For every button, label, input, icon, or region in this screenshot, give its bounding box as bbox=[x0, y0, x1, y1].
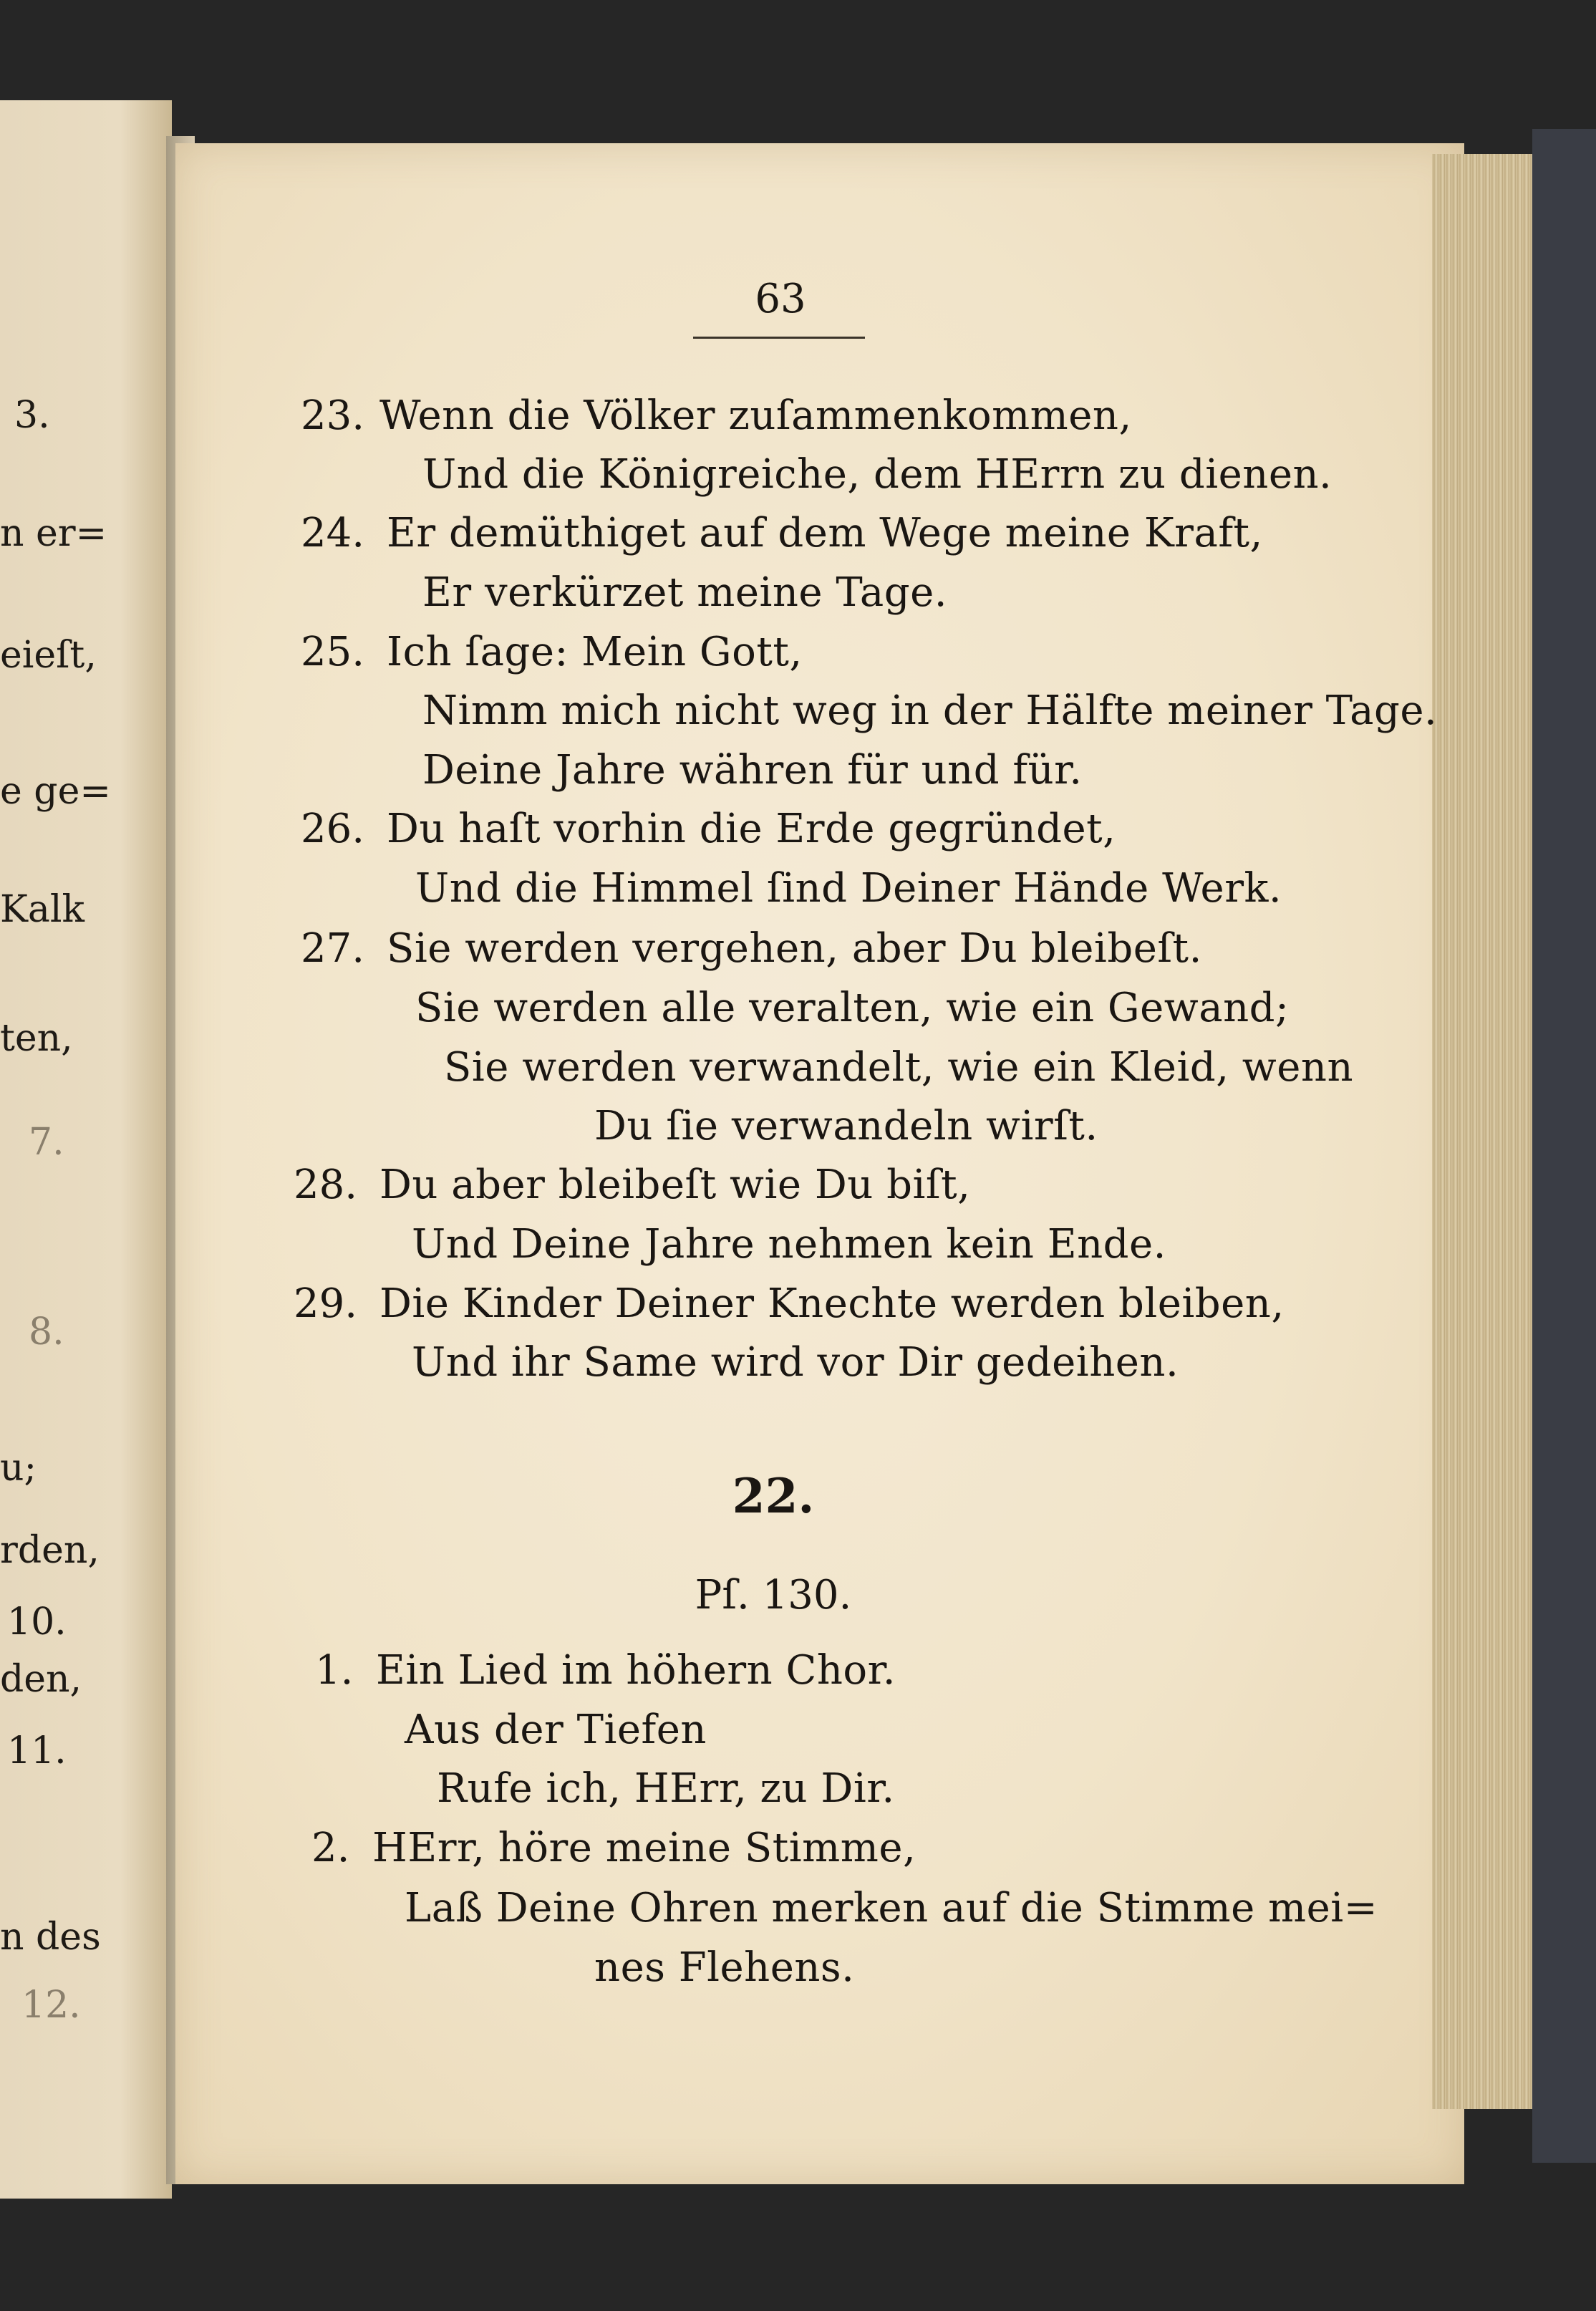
left-fragment: rden, bbox=[0, 1529, 100, 1572]
left-fragment: 10. bbox=[7, 1601, 67, 1644]
verse-number: 23. bbox=[301, 392, 365, 439]
left-fragment: 7. bbox=[29, 1121, 64, 1164]
verse-number: 28. bbox=[294, 1162, 358, 1208]
left-fragment: e ge= bbox=[0, 770, 111, 813]
left-fragment: den, bbox=[0, 1658, 82, 1701]
left-fragment: n er= bbox=[0, 512, 107, 555]
verse-line: Deine Jahre währen für und für. bbox=[422, 747, 1083, 793]
verse-line: Die Kinder Deiner Knechte werden bleiben, bbox=[379, 1280, 1285, 1327]
left-fragment: Kalk bbox=[0, 888, 84, 931]
verse-line: Du ſie verwandeln wirſt. bbox=[594, 1103, 1098, 1149]
section-number: 22. bbox=[732, 1468, 815, 1524]
left-fragment: ten, bbox=[0, 1017, 73, 1060]
verse-line: Er verkürzet meine Tage. bbox=[422, 569, 948, 616]
left-fragment: 12. bbox=[21, 1984, 81, 2027]
verse-line: Ich ſage: Mein Gott, bbox=[387, 629, 803, 675]
verse-line: Nimm mich nicht weg in der Hälfte meiner Tage. bbox=[422, 687, 1438, 734]
verse-line: Laß Deine Ohren merken auf die Stimme mei= bbox=[405, 1885, 1378, 1931]
verse-line: Und die Himmel ſind Deiner Hände Werk. bbox=[415, 865, 1282, 912]
page-edges bbox=[1432, 154, 1539, 2109]
left-fragment: 11. bbox=[7, 1729, 67, 1772]
verse-line: Und ihr Same wird vor Dir gedeihen. bbox=[412, 1339, 1179, 1386]
verse-line: Er demüthiget auf dem Wege meine Kraft, bbox=[387, 510, 1263, 556]
verse-line: Du aber bleibeſt wie Du biſt, bbox=[379, 1162, 971, 1208]
psalm-heading: Pſ. 130. bbox=[695, 1572, 852, 1618]
verse-number: 2. bbox=[311, 1825, 350, 1871]
verse-line: Sie werden alle veralten, wie ein Gewand; bbox=[415, 985, 1290, 1031]
verse-number: 27. bbox=[301, 925, 365, 972]
verse-line: Wenn die Völker zuſammenkommen, bbox=[379, 392, 1132, 439]
left-page bbox=[0, 100, 172, 2199]
left-fragment: eieſt, bbox=[0, 634, 97, 677]
verse-number: 26. bbox=[301, 806, 365, 852]
verse-line: Sie werden verwandelt, wie ein Kleid, wenn bbox=[444, 1044, 1354, 1091]
verse-line: HErr, höre meine Stimme, bbox=[372, 1825, 917, 1871]
verse-line: Und Deine Jahre nehmen kein Ende. bbox=[412, 1221, 1166, 1268]
left-fragment: 8. bbox=[29, 1311, 64, 1354]
verse-line: nes Flehens. bbox=[594, 1944, 855, 1991]
header-rule bbox=[693, 337, 865, 339]
left-fragment: 3. bbox=[14, 394, 50, 437]
verse-line: Und die Königreiche, dem HErrn zu dienen. bbox=[422, 451, 1333, 498]
verse-number: 24. bbox=[301, 510, 365, 556]
left-fragment: n des bbox=[0, 1916, 101, 1959]
verse-line: Rufe ich, HErr, zu Dir. bbox=[437, 1765, 895, 1812]
verse-line: Sie werden vergehen, aber Du bleibeſt. bbox=[387, 925, 1202, 972]
verse-number: 25. bbox=[301, 629, 365, 675]
left-fragment: u; bbox=[0, 1447, 37, 1490]
verse-number: 1. bbox=[315, 1647, 354, 1694]
verse-number: 29. bbox=[294, 1280, 358, 1327]
book-cover-edge bbox=[1532, 129, 1596, 2163]
page-number: 63 bbox=[755, 276, 806, 322]
verse-line: Aus der Tiefen bbox=[405, 1707, 707, 1753]
verse-line: Ein Lied im höhern Chor. bbox=[376, 1647, 896, 1694]
verse-line: Du haſt vorhin die Erde gegründet, bbox=[387, 806, 1116, 852]
